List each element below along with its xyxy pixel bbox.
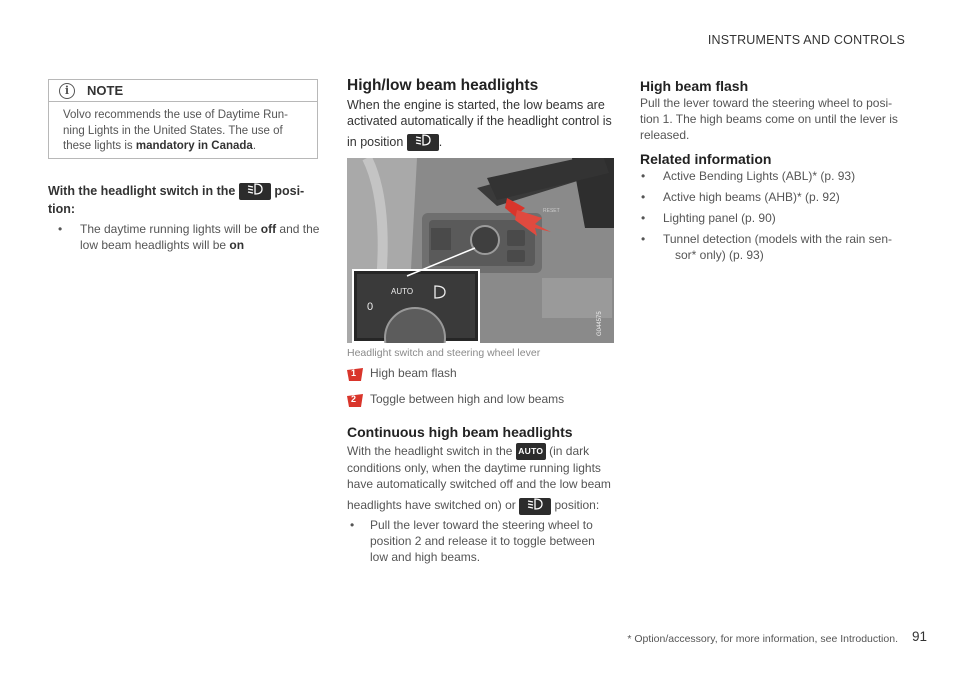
list-line: low and high beams. bbox=[370, 550, 481, 564]
image-caption: Headlight switch and steering wheel lever bbox=[347, 347, 541, 359]
list-text: and the bbox=[276, 222, 320, 236]
note-header bbox=[49, 80, 317, 102]
paragraph-line bbox=[347, 497, 622, 514]
related-link-text[interactable]: Active Bending Lights (ABL)* (p. 93) bbox=[663, 169, 856, 183]
callout-text: High beam flash bbox=[370, 366, 457, 380]
bullet-dot: • bbox=[641, 190, 646, 204]
low-beam-symbol-icon bbox=[519, 498, 551, 515]
heading-text: With the headlight switch in the bbox=[48, 184, 236, 198]
note-emphasis: mandatory in Canada bbox=[135, 140, 253, 152]
subsection-heading: Related information bbox=[640, 151, 772, 167]
callout-text: Toggle between high and low beams bbox=[370, 392, 565, 406]
paragraph-text: (in dark bbox=[549, 444, 590, 458]
low-beam-symbol-icon bbox=[407, 134, 439, 151]
intro-text: in position bbox=[347, 135, 404, 149]
list-text: The daytime running lights will be bbox=[80, 222, 261, 236]
bullet-dot: • bbox=[350, 518, 355, 532]
related-link-text[interactable]: Active high beams (AHB)* (p. 92) bbox=[663, 190, 840, 204]
continuous-paragraph bbox=[347, 443, 622, 515]
subsection-heading: Continuous high beam headlights bbox=[347, 424, 573, 440]
headlight-switch-photo bbox=[347, 158, 614, 343]
flash-paragraph bbox=[640, 95, 915, 143]
intro-line bbox=[347, 134, 617, 151]
related-line: Tunnel detection (models with the rain sen- bbox=[663, 232, 893, 246]
auto-chip: AUTO bbox=[516, 443, 546, 460]
callout-2 bbox=[347, 392, 617, 408]
paragraph-line: conditions only, when the daytime running lights bbox=[347, 461, 601, 476]
callout-number: 1 bbox=[351, 368, 357, 378]
note-body bbox=[63, 108, 309, 155]
related-link-text[interactable]: Lighting panel (p. 90) bbox=[663, 211, 776, 225]
bullet-dot: • bbox=[641, 169, 646, 183]
related-link-text[interactable] bbox=[663, 231, 913, 263]
note-line bbox=[63, 139, 309, 155]
heading-text: tion: bbox=[48, 202, 76, 217]
svg-text:0: 0 bbox=[367, 301, 374, 313]
paragraph-line: Pull the lever toward the steering wheel to posi- bbox=[640, 96, 893, 110]
footnote: * Option/accessory, for more information, see Introduction. bbox=[627, 633, 898, 645]
bullet-dot: • bbox=[641, 232, 646, 246]
list-text: low beam headlights will be bbox=[80, 238, 230, 252]
note-box bbox=[48, 79, 318, 159]
paragraph-text: position: bbox=[554, 498, 600, 513]
list-emphasis: off bbox=[260, 222, 277, 236]
paragraph-text: headlights have switched on) or bbox=[347, 498, 516, 513]
note-line: Volvo recommends the use of Daytime Run- bbox=[63, 109, 288, 121]
intro-text: . bbox=[438, 135, 443, 149]
list-emphasis: on bbox=[229, 238, 245, 252]
list-line: Pull the lever toward the steering wheel to bbox=[370, 518, 593, 532]
paragraph-line: tion 1. The high beams come on until the lever is bbox=[640, 112, 898, 126]
related-line: sor* only) (p. 93) bbox=[675, 248, 764, 262]
intro-line: activated automatically if the headlight control is bbox=[347, 114, 612, 128]
note-text: these lights is bbox=[63, 140, 136, 152]
bullet-dot: • bbox=[641, 211, 646, 225]
heading-text: posi- bbox=[274, 184, 305, 198]
note-title: NOTE bbox=[87, 83, 124, 98]
callout-number: 2 bbox=[351, 394, 357, 404]
auto-label: AUTO bbox=[391, 287, 414, 296]
bullet-dot: • bbox=[58, 222, 63, 236]
callout-1 bbox=[347, 366, 617, 382]
related-link[interactable] bbox=[641, 231, 911, 265]
image-code: G044575 bbox=[597, 311, 603, 336]
low-beam-symbol-icon bbox=[239, 183, 271, 200]
paragraph-text: With the headlight switch in the bbox=[347, 444, 513, 458]
intro-line: When the engine is started, the low beams are bbox=[347, 98, 605, 112]
list-item-text bbox=[370, 517, 620, 565]
paragraph-line: released. bbox=[640, 128, 690, 142]
list-line: position 2 and release it to toggle between bbox=[370, 534, 595, 548]
intro-paragraph bbox=[347, 97, 617, 151]
section-title: INSTRUMENTS AND CONTROLS bbox=[707, 33, 905, 47]
list-item-text bbox=[80, 221, 330, 253]
section-heading: High/low beam headlights bbox=[347, 77, 539, 94]
switch-heading bbox=[48, 182, 323, 218]
info-icon: i bbox=[59, 83, 75, 99]
paragraph-line bbox=[347, 443, 622, 460]
paragraph-line: have automatically switched off and the low beam bbox=[347, 477, 611, 492]
page-number: 91 bbox=[911, 629, 927, 644]
note-line: ning Lights in the United States. The use of bbox=[63, 124, 283, 137]
note-text: . bbox=[252, 140, 257, 152]
subsection-heading: High beam flash bbox=[640, 78, 749, 94]
lever-label: RESET bbox=[543, 208, 560, 214]
